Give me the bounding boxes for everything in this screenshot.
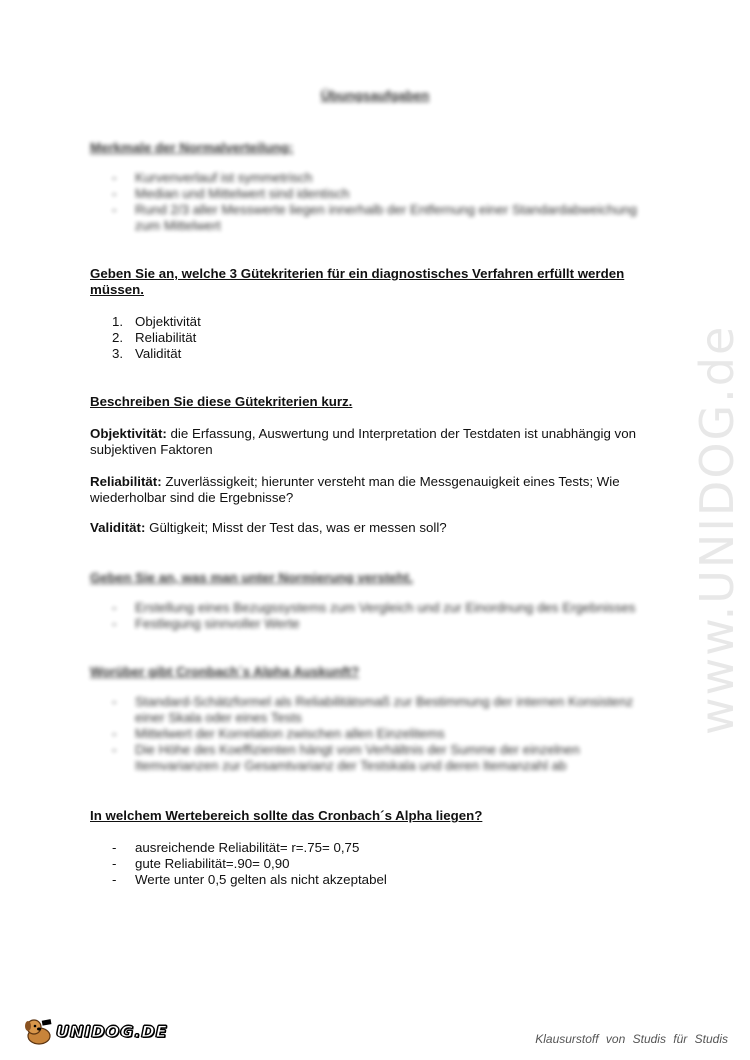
list-item: - Die Höhe des Koeffizienten hängt vom Verhältnis der Summe der einzelnen Itemvarianzen zur Gesamtvarianz der Testskala und deren Itemanzahl ab: [90, 742, 660, 774]
list-item: - Festlegung sinnvoller Werte: [90, 616, 660, 632]
list-item: - Kurvenverlauf ist symmetrisch: [90, 170, 660, 186]
list-item: - Erstellung eines Bezugssystems zum Vergleich und zur Einordnung des Ergebnisses: [90, 600, 660, 616]
list-item: - ausreichende Reliabilität= r=.75= 0,75: [90, 840, 660, 856]
section-guetekriterien: [90, 266, 660, 362]
section-wertebereich: [90, 808, 660, 888]
list-item: - Standard-Schätzformel als Reliabilitätsmaß zur Bestimmung der internen Konsistenz einer Skala oder eines Tests: [90, 694, 660, 726]
cronbach-list: [90, 694, 660, 774]
list-item: 2. Reliabilität: [112, 330, 197, 345]
list-item: - gute Reliabilität=.90= 0,90: [90, 856, 660, 872]
guete-list: [90, 314, 660, 362]
section-normalverteilung: [90, 140, 660, 234]
list-item: 1. Objektivität: [112, 314, 201, 329]
objektivitaet-paragraph: Objektivität: die Erfassung, Auswertung und Interpretation der Testdaten ist unabhängig von subjektiven Faktoren: [90, 426, 636, 457]
section-heading: In welchem Wertebereich sollte das Cronbach´s Alpha liegen?: [90, 808, 483, 823]
section-heading: Worüber gibt Cronbach´s Alpha Auskunft?: [90, 664, 360, 679]
section-heading: Beschreiben Sie diese Gütekriterien kurz.: [90, 394, 353, 409]
reliabilitaet-paragraph: Reliabilität: Zuverlässigkeit; hierunter versteht man die Messgenauigkeit eines Tests; Wie wiederholbar sind die Ergebnisse?: [90, 474, 620, 505]
list-item: - Median und Mittelwert sind identisch: [90, 186, 660, 202]
watermark: www.UNIDOG.de: [690, 324, 744, 735]
list-item: - Mittelwert der Korrelation zwischen allen Einzelitems: [90, 726, 660, 742]
list-item: - Rund 2/3 aller Messwerte liegen innerhalb der Entfernung einer Standardabweichung zum Mittelwert: [90, 202, 660, 234]
section-cronbach: [90, 664, 660, 774]
dog-icon: [22, 1016, 56, 1046]
logo-text: UNIDOG.DE: [56, 1021, 168, 1041]
wertebereich-list: [90, 840, 660, 888]
section-heading: Merkmale der Normalverteilung:: [90, 140, 294, 155]
validitaet-paragraph: Validität: Gültigkeit; Misst der Test das, was er messen soll?: [90, 520, 447, 534]
list-item: 3. Validität: [112, 346, 182, 361]
list-item: - Werte unter 0,5 gelten als nicht akzeptabel: [90, 872, 660, 888]
normierung-list: [90, 600, 660, 632]
footer-tagline: Klausurstoff von Studis für Studis: [535, 1032, 728, 1046]
section-normierung: [90, 570, 660, 632]
section-beschreiben: [90, 394, 660, 506]
normal-list: [90, 170, 660, 234]
section-heading: Geben Sie an, was man unter Normierung versteht.: [90, 570, 413, 585]
unidog-logo: [22, 1016, 168, 1046]
page-title: Übungsaufgaben: [320, 88, 430, 103]
section-heading: Geben Sie an, welche 3 Gütekriterien für ein diagnostisches Verfahren erfüllt werden müssen.: [90, 266, 625, 297]
